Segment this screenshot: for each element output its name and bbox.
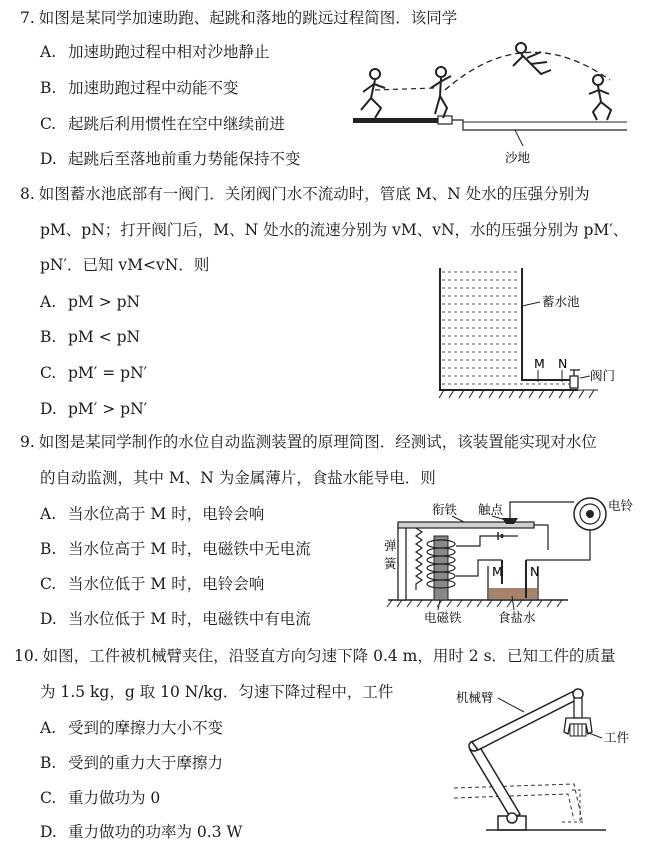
q10-option-d <box>40 822 242 842</box>
spring-label-2: 簧 <box>384 556 397 571</box>
option-text: pM < pN <box>68 328 141 346</box>
q9-option-d <box>40 609 311 629</box>
stem-text: 如图蓄水池底部有一阀门．关闭阀门水不流动时，管底 M、N 处水的压强分别为 <box>38 185 590 203</box>
long-jump-figure <box>345 30 645 170</box>
wire-magnet <box>456 536 518 546</box>
option-text: 当水位低于 M 时，电铃会响 <box>68 575 265 593</box>
base-hatch <box>387 600 568 607</box>
option-letter: D. <box>40 150 57 168</box>
salt-water-label: 食盐水 <box>498 610 536 625</box>
contact-label: 触点 <box>478 502 504 517</box>
pool-label: 蓄水池 <box>542 294 580 309</box>
arm-label: 机械臂 <box>456 690 494 705</box>
stem-text: 如图是某同学制作的水位自动监测装置的原理简图．经测试，该装置能实现对水位 <box>38 433 597 451</box>
salt-water <box>489 588 537 599</box>
spring <box>416 528 422 590</box>
robotic-arm-figure <box>446 680 660 844</box>
runway <box>353 118 438 123</box>
takeoff-figure <box>431 67 451 118</box>
option-letter: D. <box>40 823 57 841</box>
water-body <box>442 272 570 384</box>
option-letter: A. <box>40 293 57 311</box>
option-letter: A. <box>40 505 57 523</box>
question-number: 8. <box>20 185 35 203</box>
option-text: 起跳后至落地前重力势能保持不变 <box>68 150 301 168</box>
option-letter: A. <box>40 43 57 61</box>
option-text: pM > pN <box>68 293 141 311</box>
pool-wall <box>440 268 578 390</box>
option-letter: B. <box>40 754 57 772</box>
n-label: N <box>530 564 540 579</box>
spring-label-1: 弹 <box>384 538 397 553</box>
bell-label: 电铃 <box>608 498 634 513</box>
q9-option-b <box>40 539 311 559</box>
q8-option-d <box>40 399 147 419</box>
question-8-stem-line-3: pN′．已知 vM<vN．则 <box>40 256 210 274</box>
q10-option-b <box>40 753 223 773</box>
landing-figure <box>589 75 611 120</box>
option-text: 重力做功的功率为 0.3 W <box>68 823 243 841</box>
base-joint <box>507 813 517 823</box>
q7-option-a <box>40 42 270 62</box>
option-text: pM′ = pN′ <box>68 364 148 382</box>
stem-text: 如图，工件被机械臂夹住，沿竖直方向匀速下降 0.4 m，用时 2 s．已知工件的质量 <box>42 647 616 665</box>
water-pool-figure <box>430 262 630 412</box>
m-label: M <box>534 356 545 371</box>
question-9-stem-line-2: 的自动监测，其中 M、N 为金属薄片，食盐水能导电．则 <box>40 469 436 487</box>
m-label: M <box>492 564 503 579</box>
q10-option-a <box>40 718 223 738</box>
option-letter: D. <box>40 610 57 628</box>
option-letter: C. <box>40 364 57 382</box>
question-number: 7. <box>20 9 35 27</box>
q9-option-a <box>40 504 264 524</box>
workpiece-label: 工件 <box>604 730 630 745</box>
option-text: 当水位高于 M 时，电铃会响 <box>68 505 265 523</box>
option-text: 受到的摩擦力大小不变 <box>68 719 224 737</box>
question-10-stem-line-2: 为 1.5 kg，g 取 10 N/kg．匀速下降过程中，工件 <box>40 683 394 701</box>
option-letter: C. <box>40 575 57 593</box>
sand-label: 沙地 <box>505 150 531 165</box>
electromagnet-label: 电磁铁 <box>424 610 462 625</box>
q9-option-c <box>40 574 264 594</box>
airborne-figure <box>513 43 551 74</box>
option-letter: C. <box>40 789 57 807</box>
option-letter: D. <box>40 400 57 418</box>
option-letter: B. <box>40 79 57 97</box>
option-letter: B. <box>40 540 57 558</box>
armature-label: 衔铁 <box>432 502 458 517</box>
stem-text: 如图是某同学加速助跑、起跳和落地的跳远过程简图．该同学 <box>38 9 458 27</box>
option-text: pM′ > pN′ <box>68 400 148 418</box>
workpiece <box>570 724 586 736</box>
wire-bell <box>510 502 574 518</box>
question-8-stem-line-2: pM、pN；打开阀门后，M、N 处水的流速分别为 vM、vN，水的压强分别为 pM′、 <box>40 221 629 239</box>
option-letter: B. <box>40 328 57 346</box>
question-8-stem-line-1 <box>20 184 590 204</box>
option-text: 加速助跑过程中相对沙地静止 <box>68 43 270 61</box>
valve-label: 阀门 <box>590 368 616 383</box>
option-text: 受到的重力大于摩擦力 <box>68 754 224 772</box>
question-9-stem-line-1 <box>20 432 597 452</box>
option-letter: C. <box>40 115 57 133</box>
question-number: 9. <box>20 433 35 451</box>
n-label: N <box>558 356 568 371</box>
runner-figure <box>361 69 385 118</box>
pivot-post <box>398 524 406 600</box>
ground-hatch <box>439 390 598 398</box>
question-7-stem <box>20 8 457 28</box>
question-10-stem-line-1 <box>14 646 616 666</box>
option-letter: A. <box>40 719 57 737</box>
option-text: 当水位低于 M 时，电磁铁中有电流 <box>68 610 311 628</box>
pool-leader <box>522 302 540 306</box>
takeoff-board <box>438 116 452 124</box>
valve <box>570 376 578 388</box>
q10-option-c <box>40 788 160 808</box>
q7-option-d <box>40 149 301 169</box>
q8-option-c <box>40 363 147 383</box>
question-number: 10. <box>14 647 39 665</box>
q8-option-b <box>40 327 140 347</box>
q7-option-c <box>40 114 285 134</box>
lower-arm <box>470 744 520 820</box>
option-text: 加速助跑过程中动能不变 <box>68 79 239 97</box>
option-text: 重力做功为 0 <box>68 789 161 807</box>
wire-bell-return <box>544 530 590 560</box>
electromagnet-core <box>434 536 448 600</box>
water-level-alarm-figure <box>368 488 658 628</box>
option-text: 起跳后利用惯性在空中继续前进 <box>68 115 286 133</box>
option-text: 当水位高于 M 时，电磁铁中无电流 <box>68 540 311 558</box>
q8-option-a <box>40 292 140 312</box>
label-leader <box>515 130 523 146</box>
q7-option-b <box>40 78 239 98</box>
